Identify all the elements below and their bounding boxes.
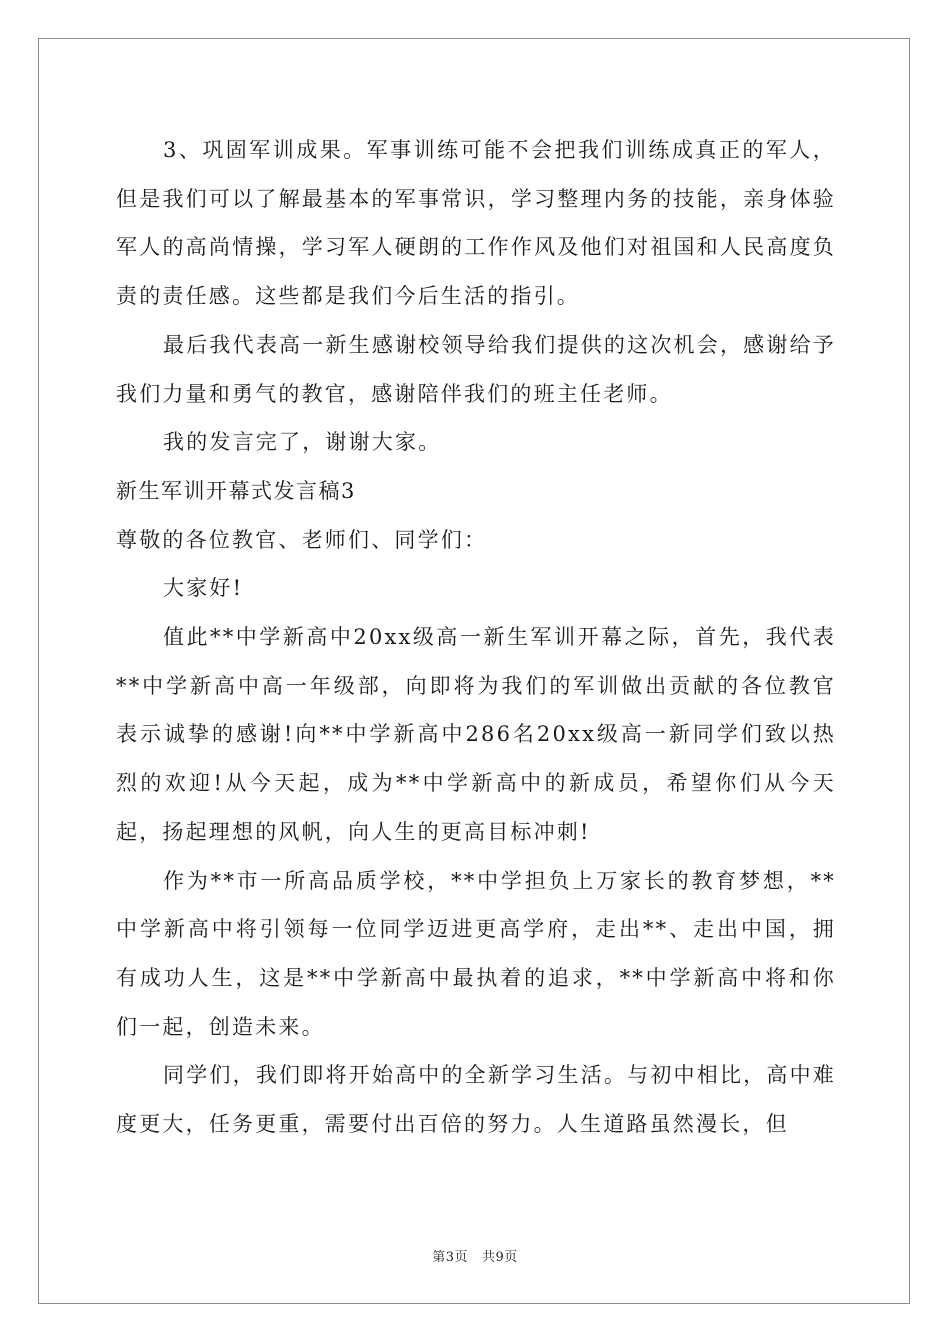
paragraph-closing: 我的发言完了，谢谢大家。 xyxy=(163,430,442,455)
page-number: 第3页 xyxy=(432,1250,469,1265)
greeting: 大家好! xyxy=(163,576,244,601)
document-body xyxy=(116,126,836,1149)
page-total: 共9页 xyxy=(481,1250,518,1265)
paragraph-welcome: 值此**中学新高中20xx级高一新生军训开幕之际，首先，我代表**中学新高中高一年级部，向即将为我们的军训做出贡献的各位教官表示诚挚的感谢!向**中学新高中286名20xx级高一新同学们致以热烈的欢迎!从今天起，成为**中学新高中的新成员，希望你们从今天起，扬起理想的风帆，向人生的更高目标冲刺! xyxy=(116,625,836,844)
paragraph-students: 同学们，我们即将开始高中的全新学习生活。与初中相比，高中难度更大，任务更重，需要付出百倍的努力。人生道路虽然漫长，但 xyxy=(116,1063,836,1137)
page-footer xyxy=(0,1246,950,1265)
paragraph-military-results: 3、巩固军训成果。军事训练可能不会把我们训练成真正的军人，但是我们可以了解最基本的军事常识，学习整理内务的技能，亲身体验军人的高尚情操，学习军人硬朗的工作作风及他们对祖国和人民高度负责的责任感。这些都是我们今后生活的指引。 xyxy=(116,138,836,309)
salutation: 尊敬的各位教官、老师们、同学们： xyxy=(116,527,488,552)
section-title: 新生军训开幕式发言稿3 xyxy=(116,478,356,503)
paragraph-school: 作为**市一所高品质学校，**中学担负上万家长的教育梦想，**中学新高中将引领每一位同学迈进更高学府，走出**、走出中国，拥有成功人生，这是**中学新高中最执着的追求，**中学新高中将和你们一起，创造未来。 xyxy=(116,868,836,1039)
paragraph-thanks: 最后我代表高一新生感谢校领导给我们提供的这次机会，感谢给予我们力量和勇气的教官，感谢陪伴我们的班主任老师。 xyxy=(116,332,836,406)
